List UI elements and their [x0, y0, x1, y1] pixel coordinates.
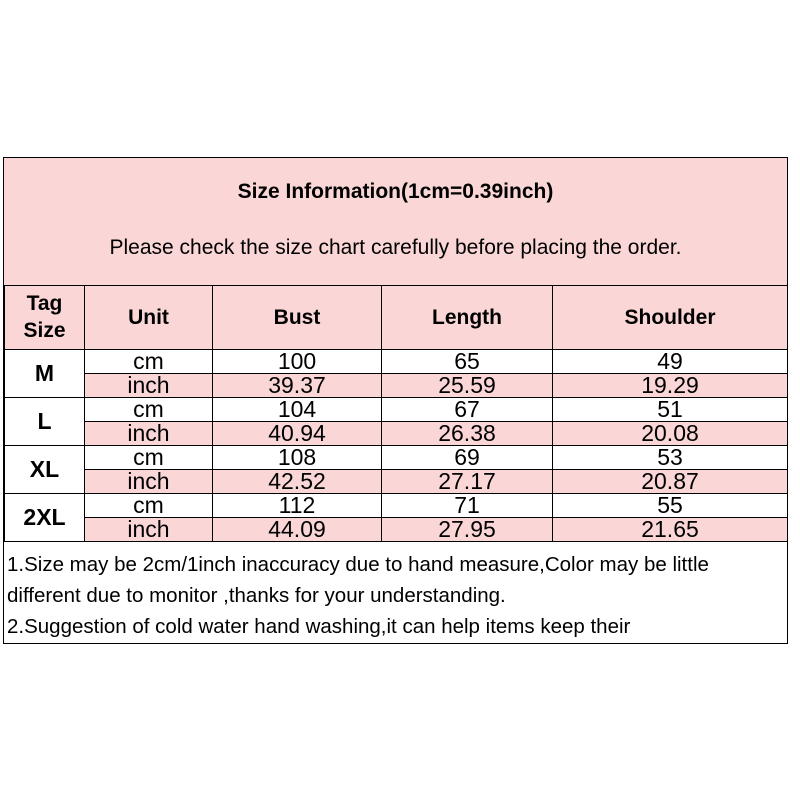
tag-header-line2: Size — [23, 318, 66, 342]
chart-title: Size Information(1cm=0.39inch) — [237, 180, 554, 203]
length-cell: 27.17 — [382, 470, 553, 494]
bust-cell: 108 — [213, 446, 382, 470]
shoulder-cell: 20.08 — [553, 422, 788, 446]
length-cell: 25.59 — [382, 374, 553, 398]
table-row — [5, 494, 788, 518]
shoulder-cell: 53 — [553, 446, 788, 470]
size-cell: XL — [5, 446, 85, 494]
bust-cell: 104 — [213, 398, 382, 422]
chart-subtitle: Please check the size chart carefully before placing the order. — [109, 236, 682, 259]
length-cell: 27.95 — [382, 518, 553, 542]
table-row — [5, 518, 788, 542]
column-header-tag-size — [5, 286, 85, 350]
notes — [4, 546, 787, 643]
size-cell: 2XL — [5, 494, 85, 542]
table-row — [5, 446, 788, 470]
bust-cell: 44.09 — [213, 518, 382, 542]
table-row — [5, 470, 788, 494]
column-header-unit: Unit — [85, 286, 213, 350]
unit-cell: inch — [85, 518, 213, 542]
table-row — [5, 350, 788, 374]
table-header-row — [5, 286, 788, 350]
column-header-bust: Bust — [213, 286, 382, 350]
chart-header — [4, 158, 787, 286]
shoulder-cell: 51 — [553, 398, 788, 422]
length-cell: 71 — [382, 494, 553, 518]
unit-cell: inch — [85, 374, 213, 398]
bust-cell: 40.94 — [213, 422, 382, 446]
bust-cell: 100 — [213, 350, 382, 374]
table-row — [5, 398, 788, 422]
note-2: 2.Suggestion of cold water hand washing,it can help items keep their — [7, 615, 631, 638]
bust-cell: 39.37 — [213, 374, 382, 398]
size-chart — [3, 157, 788, 644]
shoulder-cell: 19.29 — [553, 374, 788, 398]
column-header-shoulder: Shoulder — [553, 286, 788, 350]
unit-cell: cm — [85, 494, 213, 518]
length-cell: 69 — [382, 446, 553, 470]
unit-cell: inch — [85, 470, 213, 494]
table-row — [5, 374, 788, 398]
length-cell: 67 — [382, 398, 553, 422]
size-cell: M — [5, 350, 85, 398]
shoulder-cell: 49 — [553, 350, 788, 374]
bust-cell: 42.52 — [213, 470, 382, 494]
length-cell: 65 — [382, 350, 553, 374]
unit-cell: inch — [85, 422, 213, 446]
column-header-length: Length — [382, 286, 553, 350]
unit-cell: cm — [85, 446, 213, 470]
note-1: 1.Size may be 2cm/1inch inaccuracy due to hand measure,Color may be little different due to monitor ,thanks for your understanding. — [7, 553, 709, 607]
length-cell: 26.38 — [382, 422, 553, 446]
shoulder-cell: 21.65 — [553, 518, 788, 542]
unit-cell: cm — [85, 350, 213, 374]
tag-header-line1: Tag — [26, 292, 63, 316]
unit-cell: cm — [85, 398, 213, 422]
shoulder-cell: 20.87 — [553, 470, 788, 494]
size-table — [4, 285, 788, 542]
shoulder-cell: 55 — [553, 494, 788, 518]
bust-cell: 112 — [213, 494, 382, 518]
table-row — [5, 422, 788, 446]
size-cell: L — [5, 398, 85, 446]
